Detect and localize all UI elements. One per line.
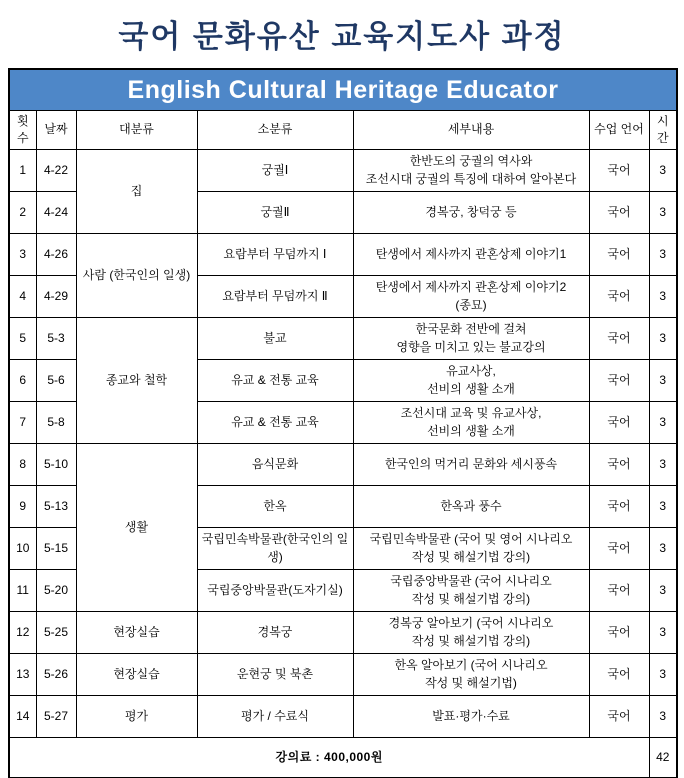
cell-hours: 3 — [649, 360, 677, 402]
header-no: 횟수 — [9, 110, 36, 150]
cell-subcategory: 평가 / 수료식 — [197, 696, 353, 738]
table-row — [9, 696, 677, 738]
cell-hours: 3 — [649, 444, 677, 486]
cell-subcategory: 유교 & 전통 교육 — [197, 402, 353, 444]
cell-hours: 3 — [649, 234, 677, 276]
cell-date: 5-26 — [36, 654, 76, 696]
cell-subcategory: 요람부터 무덤까지 Ⅱ — [197, 276, 353, 318]
cell-subcategory: 국립민속박물관(한국인의 일생) — [197, 528, 353, 570]
detail-line: 작성 및 해설기법 강의) — [411, 633, 531, 648]
detail-line: 한국문화 전반에 걸쳐 — [415, 322, 527, 337]
cell-hours: 3 — [649, 192, 677, 234]
cell-date: 5-13 — [36, 486, 76, 528]
cell-hours: 3 — [649, 528, 677, 570]
header-detail: 세부내용 — [353, 110, 589, 150]
cell-detail — [353, 654, 589, 696]
cell-language: 국어 — [589, 234, 649, 276]
cell-hours: 3 — [649, 696, 677, 738]
cell-category: 현장실습 — [76, 654, 197, 696]
cell-language: 국어 — [589, 444, 649, 486]
cell-detail — [353, 696, 589, 738]
header-subcategory: 소분류 — [197, 110, 353, 150]
cell-date: 4-22 — [36, 150, 76, 192]
cell-subcategory: 궁궐Ⅰ — [197, 150, 353, 192]
table-row — [9, 150, 677, 192]
header-category: 대분류 — [76, 110, 197, 150]
cell-date: 4-29 — [36, 276, 76, 318]
cell-language: 국어 — [589, 486, 649, 528]
cell-detail — [353, 192, 589, 234]
cell-no: 2 — [9, 192, 36, 234]
detail-line: 작성 및 해설기법) — [425, 675, 517, 690]
cell-subcategory: 궁궐Ⅱ — [197, 192, 353, 234]
total-hours: 42 — [649, 738, 677, 778]
cell-no: 11 — [9, 570, 36, 612]
cell-hours: 3 — [649, 612, 677, 654]
cell-subcategory: 한옥 — [197, 486, 353, 528]
cell-subcategory: 경복궁 — [197, 612, 353, 654]
cell-hours: 3 — [649, 318, 677, 360]
cell-subcategory: 유교 & 전통 교육 — [197, 360, 353, 402]
detail-line: 한옥과 풍수 — [440, 499, 502, 514]
cell-no: 10 — [9, 528, 36, 570]
cell-category: 평가 — [76, 696, 197, 738]
cell-detail — [353, 150, 589, 192]
cell-language: 국어 — [589, 612, 649, 654]
cell-language: 국어 — [589, 360, 649, 402]
cell-detail — [353, 234, 589, 276]
detail-line: 발표·평가·수료 — [432, 709, 510, 724]
cell-hours: 3 — [649, 654, 677, 696]
cell-language: 국어 — [589, 150, 649, 192]
banner-title: English Cultural Heritage Educator — [9, 69, 677, 110]
detail-line: 조선시대 교육 및 유교사상, — [400, 406, 542, 421]
detail-line: 작성 및 해설기법 강의) — [411, 549, 531, 564]
cell-language: 국어 — [589, 654, 649, 696]
cell-subcategory: 불교 — [197, 318, 353, 360]
cell-category: 생활 — [76, 444, 197, 612]
cell-language: 국어 — [589, 402, 649, 444]
cell-no: 14 — [9, 696, 36, 738]
cell-hours: 3 — [649, 402, 677, 444]
detail-line: 작성 및 해설기법 강의) — [411, 591, 531, 606]
page-title: 국어 문화유산 교육지도사 과정 — [118, 19, 566, 54]
cell-date: 5-3 — [36, 318, 76, 360]
cell-hours: 3 — [649, 486, 677, 528]
cell-date: 5-15 — [36, 528, 76, 570]
cell-detail — [353, 444, 589, 486]
cell-detail — [353, 360, 589, 402]
cell-subcategory: 운현궁 및 북촌 — [197, 654, 353, 696]
cell-detail — [353, 486, 589, 528]
detail-line: 국립민속박물관 (국어 및 영어 시나리오 — [369, 532, 573, 547]
header-hours: 시간 — [649, 110, 677, 150]
detail-line: 경복궁, 창덕궁 등 — [425, 205, 517, 220]
course-fee: 강의료 : 400,000원 — [9, 738, 649, 778]
detail-line: 국립중앙박물관 (국어 시나리오 — [390, 574, 552, 589]
table-header-row — [9, 110, 677, 150]
cell-detail — [353, 318, 589, 360]
cell-hours: 3 — [649, 276, 677, 318]
cell-category: 종교와 철학 — [76, 318, 197, 444]
cell-subcategory: 국립중앙박물관(도자기실) — [197, 570, 353, 612]
cell-date: 4-24 — [36, 192, 76, 234]
cell-no: 3 — [9, 234, 36, 276]
cell-detail — [353, 612, 589, 654]
cell-date: 5-27 — [36, 696, 76, 738]
cell-detail — [353, 570, 589, 612]
table-row — [9, 612, 677, 654]
header-date: 날짜 — [36, 110, 76, 150]
detail-line: 탄생에서 제사까지 관혼상제 이야기2 — [375, 280, 567, 295]
detail-line: 유교사상, — [446, 364, 496, 379]
table-row — [9, 234, 677, 276]
cell-no: 4 — [9, 276, 36, 318]
course-schedule-table — [8, 68, 678, 778]
table-row — [9, 654, 677, 696]
cell-subcategory: 음식문화 — [197, 444, 353, 486]
cell-date: 5-20 — [36, 570, 76, 612]
detail-line: 탄생에서 제사까지 관혼상제 이야기1 — [375, 247, 567, 262]
banner-row — [9, 69, 677, 110]
cell-date: 5-25 — [36, 612, 76, 654]
cell-language: 국어 — [589, 696, 649, 738]
cell-language: 국어 — [589, 192, 649, 234]
detail-line: 영향을 미치고 있는 불교강의 — [396, 339, 546, 354]
table-row — [9, 318, 677, 360]
cell-language: 국어 — [589, 276, 649, 318]
cell-date: 5-10 — [36, 444, 76, 486]
table-footer-row — [9, 738, 677, 778]
cell-date: 5-8 — [36, 402, 76, 444]
cell-hours: 3 — [649, 150, 677, 192]
cell-no: 8 — [9, 444, 36, 486]
header-language: 수업 언어 — [589, 110, 649, 150]
detail-line: 선비의 생활 소개 — [427, 423, 515, 438]
cell-no: 7 — [9, 402, 36, 444]
cell-no: 13 — [9, 654, 36, 696]
cell-category: 집 — [76, 150, 197, 234]
detail-line: (종묘) — [455, 297, 487, 312]
cell-no: 12 — [9, 612, 36, 654]
cell-detail — [353, 528, 589, 570]
table-row — [9, 444, 677, 486]
cell-detail — [353, 402, 589, 444]
cell-no: 9 — [9, 486, 36, 528]
cell-detail — [353, 276, 589, 318]
cell-no: 5 — [9, 318, 36, 360]
cell-no: 6 — [9, 360, 36, 402]
cell-category: 사람 (한국인의 일생) — [76, 234, 197, 318]
cell-date: 4-26 — [36, 234, 76, 276]
cell-date: 5-6 — [36, 360, 76, 402]
detail-line: 한반도의 궁궐의 역사와 — [409, 154, 533, 169]
cell-category: 현장실습 — [76, 612, 197, 654]
detail-line: 한국인의 먹거리 문화와 세시풍속 — [384, 457, 558, 472]
cell-language: 국어 — [589, 318, 649, 360]
detail-line: 선비의 생활 소개 — [427, 381, 515, 396]
cell-hours: 3 — [649, 570, 677, 612]
cell-subcategory: 요람부터 무덤까지 Ⅰ — [197, 234, 353, 276]
detail-line: 조선시대 궁궐의 특징에 대하여 알아본다 — [365, 171, 577, 186]
cell-language: 국어 — [589, 570, 649, 612]
cell-no: 1 — [9, 150, 36, 192]
detail-line: 경복궁 알아보기 (국어 시나리오 — [388, 616, 554, 631]
detail-line: 한옥 알아보기 (국어 시나리오 — [394, 658, 548, 673]
cell-language: 국어 — [589, 528, 649, 570]
